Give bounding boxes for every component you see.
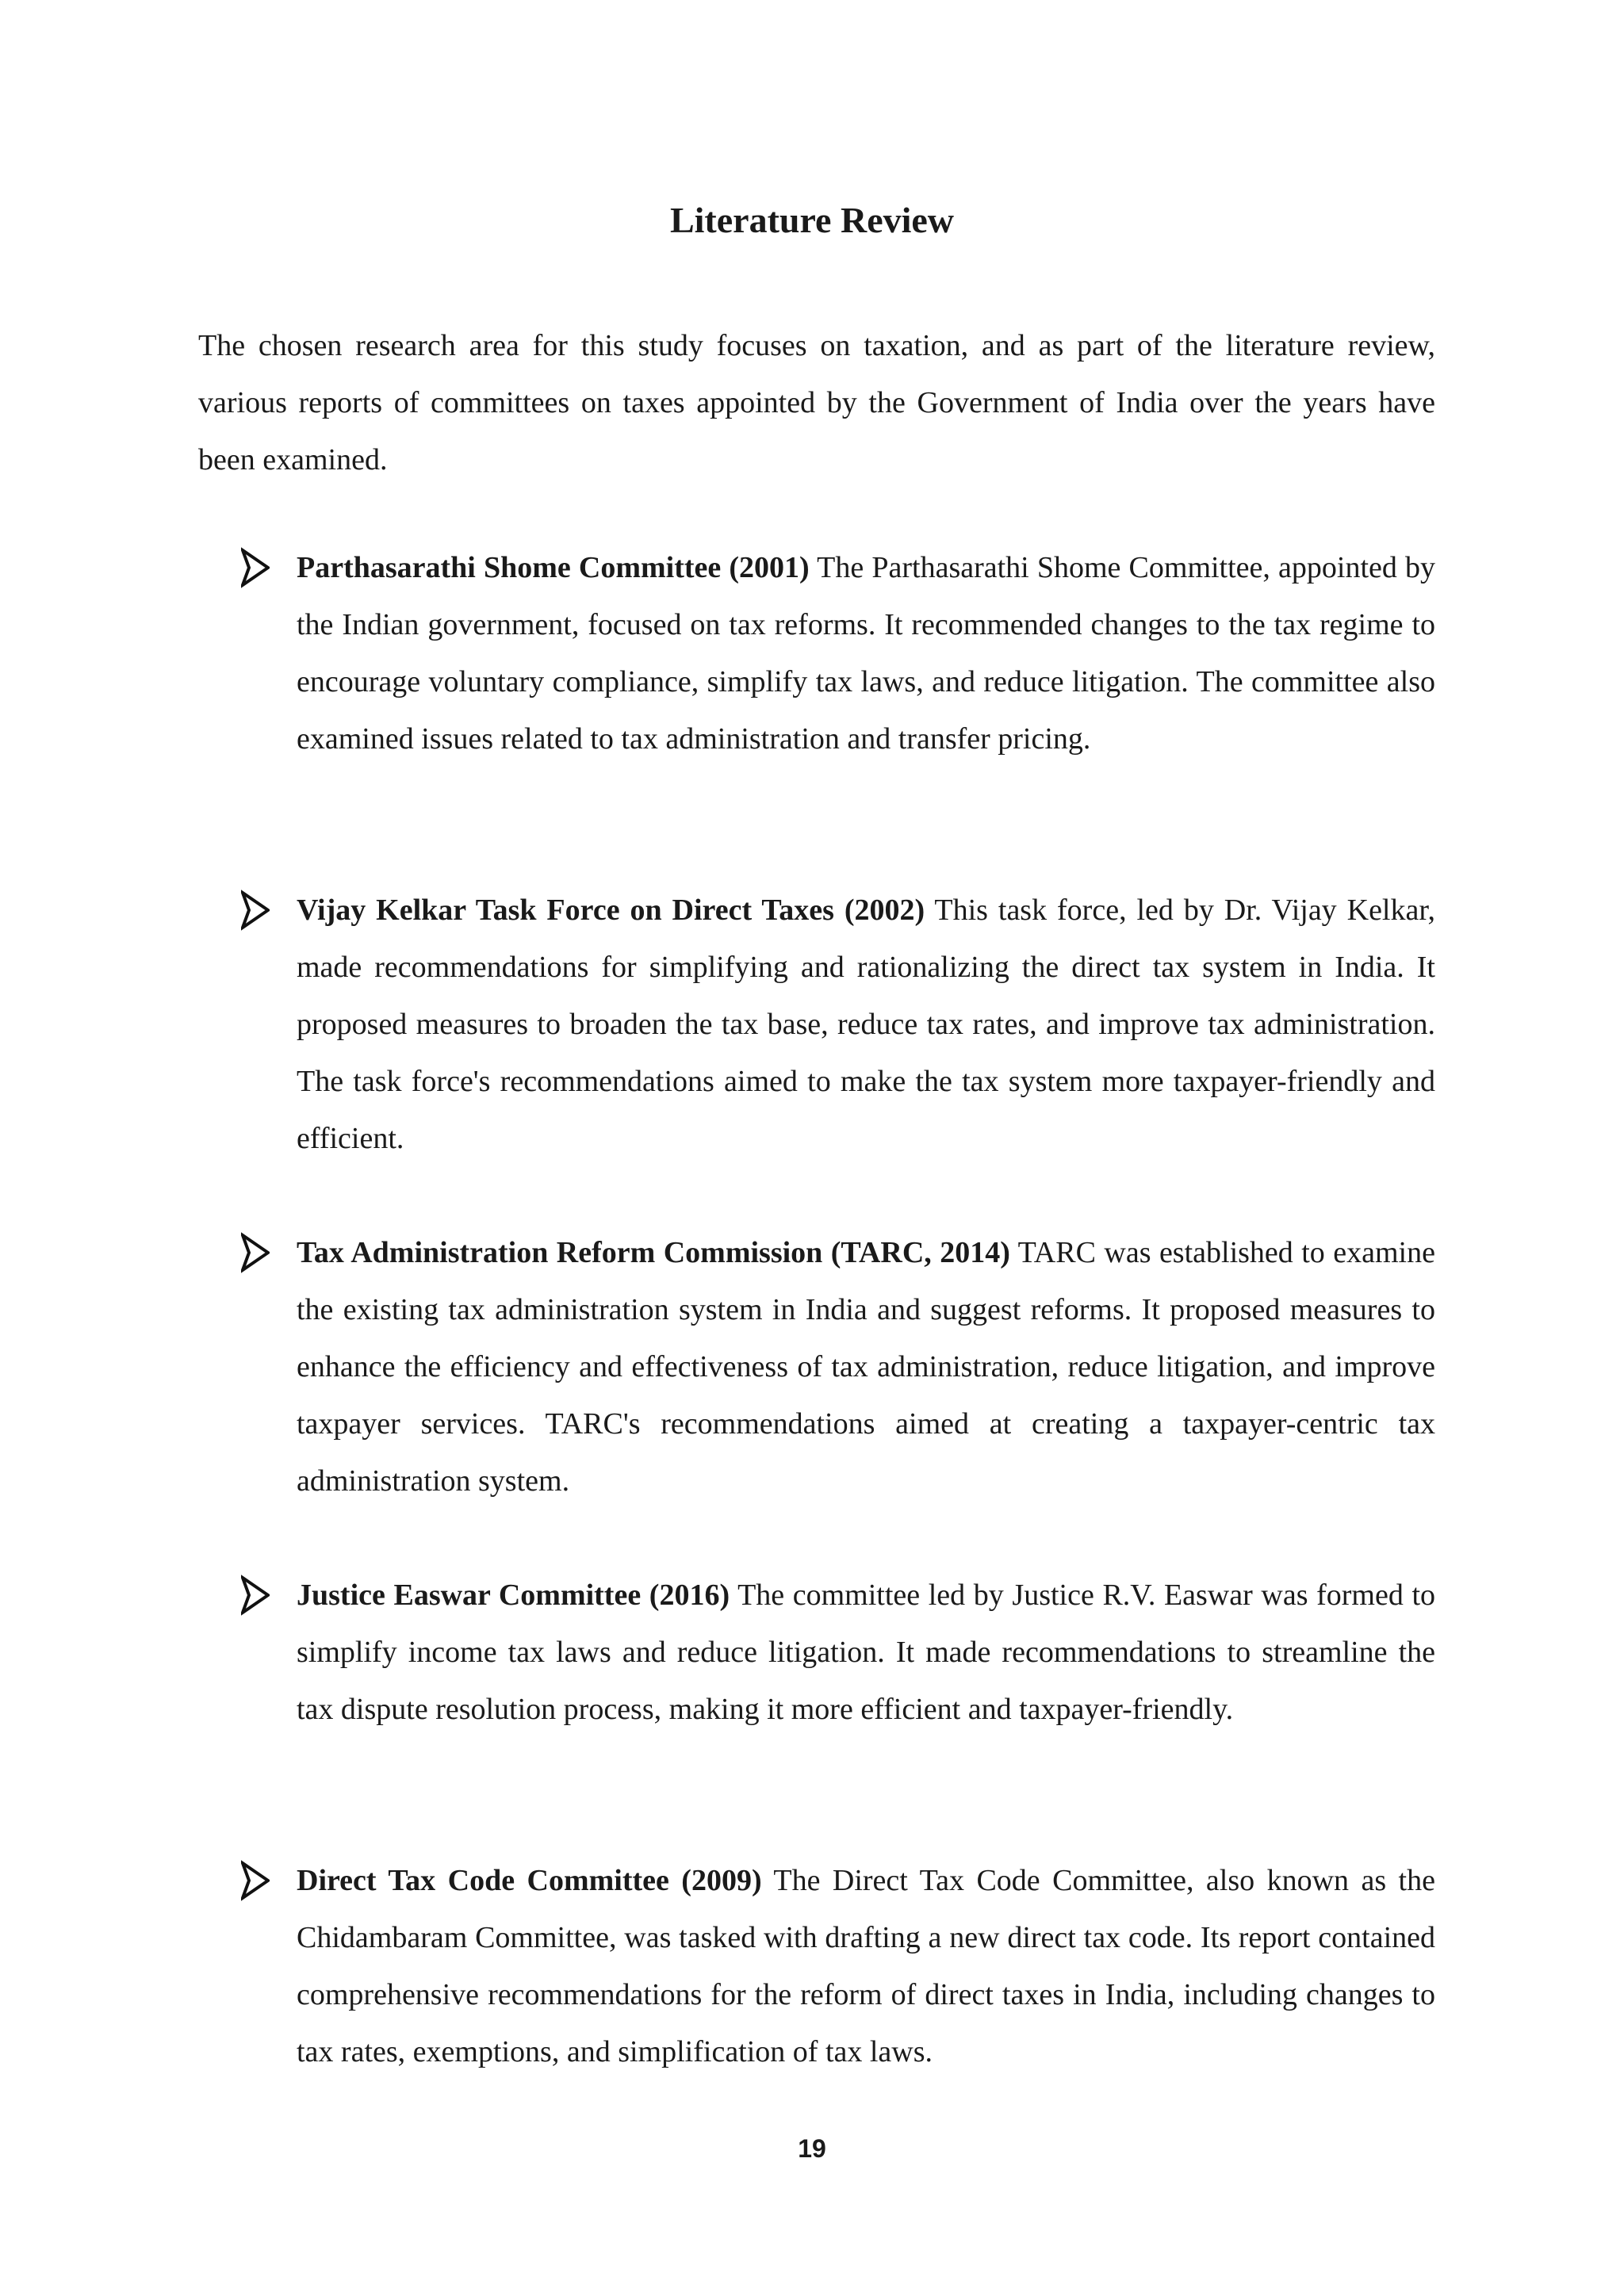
intro-paragraph: The chosen research area for this study focuses on taxation, and as part of the literature review, various reports of committees on taxes appointed by the Government of India over the years have been examined. (198, 329, 1435, 476)
list-item-title: Direct Tax Code Committee (2009) (297, 1864, 762, 1897)
list-item-body: The committee led by Justice R.V. Easwar was formed to simplify income tax laws and reduce litigation. It made recommendations to streamline the tax dispute resolution process, making it more efficient and taxpayer-friendly. (297, 1578, 1435, 1726)
list-item-body: TARC was established to examine the existing tax administration system in India and suggest reforms. It proposed measures to enhance the efficiency and effectiveness of tax administration, reduce litigation, and improve taxpayer services. TARC's recommendations aimed at creating a taxpayer-centric tax administration system. (297, 1236, 1435, 1498)
page-title: Literature Review (669, 200, 955, 240)
page-number: 19 (798, 2134, 826, 2163)
arrowhead-bullet-icon (241, 547, 270, 588)
list-item-title: Tax Administration Reform Commission (TARC, 2014) (297, 1236, 1010, 1269)
list-item-body: The Parthasarathi Shome Committee, appointed by the Indian government, focused on tax reforms. It recommended changes to the tax regime to encourage voluntary compliance, simplify tax laws, and reduce litigation. The committee also examined issues related to tax administration and transfer pricing. (297, 551, 1436, 756)
list-item-text (297, 1567, 1435, 1738)
list-item-title: Vijay Kelkar Task Force on Direct Taxes (2002) (297, 894, 925, 927)
arrowhead-bullet-icon (241, 890, 270, 931)
arrowhead-bullet-icon (241, 1232, 270, 1273)
arrowhead-bullet-icon (241, 1860, 270, 1901)
list-item-title: Justice Easwar Committee (2016) (297, 1578, 730, 1612)
list-item-text (297, 539, 1435, 767)
list-item-body: This task force, led by Dr. Vijay Kelkar, made recommendations for simplifying and rationalizing the direct tax system in India. It proposed measures to broaden the tax base, reduce tax rates, and improve tax administration. The task force's recommendations aimed to make the tax system more taxpayer-friendly and efficient. (297, 894, 1435, 1155)
list-item-text (297, 1224, 1435, 1510)
list-item-body: The Direct Tax Code Committee, also known as the Chidambaram Committee, was tasked with drafting a new direct tax code. Its report contained comprehensive recommendations for the reform of direct taxes in India, including changes to tax rates, exemptions, and simplification of tax laws. (297, 1864, 1435, 2068)
list-item-title: Parthasarathi Shome Committee (2001) (297, 551, 810, 584)
arrowhead-bullet-icon (241, 1575, 270, 1616)
list-item-text (297, 882, 1435, 1167)
list-item-text (297, 1852, 1435, 2080)
